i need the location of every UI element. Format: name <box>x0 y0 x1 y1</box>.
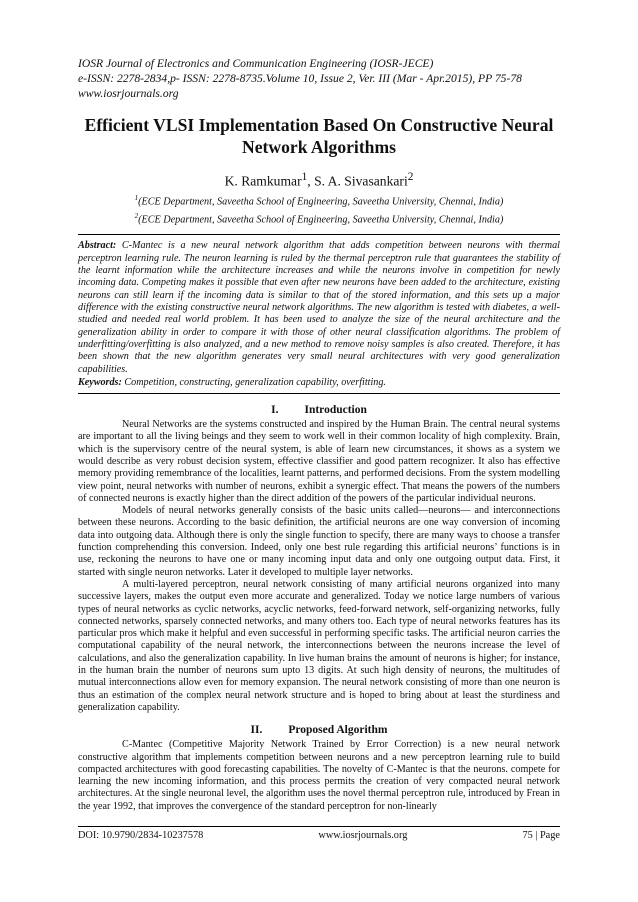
section-1-number: I. <box>271 404 279 417</box>
affiliation-2-text: (ECE Department, Saveetha School of Engineering, Saveetha University, Chennai, India) <box>138 214 504 226</box>
section-2-heading <box>78 723 560 737</box>
abstract <box>78 240 560 376</box>
author-2: S. A. Sivasankari <box>314 173 408 189</box>
journal-name: IOSR Journal of Electronics and Communication Engineering (IOSR-JECE) <box>78 57 434 70</box>
paper-title: Efficient VLSI Implementation Based On Constructive Neural Network Algorithms <box>84 115 554 157</box>
affiliation-1 <box>78 191 560 209</box>
author-2-sup: 2 <box>407 171 414 183</box>
keywords <box>78 376 560 389</box>
journal-website: www.iosrjournals.org <box>78 87 179 100</box>
doi: DOI: 10.9790/2834-10237578 <box>78 830 204 841</box>
journal-header <box>78 56 560 101</box>
page-footer <box>78 826 560 841</box>
issn-line: e-ISSN: 2278-2834,p- ISSN: 2278-8735.Volume 10, Issue 2, Ver. III (Mar - Apr.2015), PP 75-78 <box>78 72 522 85</box>
paragraph: C-Mantec (Competitive Majority Network Trained by Error Correction) is a new neural network constructive algorithm that implements competition between neurons and a new perceptron learning rule to build compacted architectures with good forecasting capabilities. The novelty of C-Mantec is that the neurons. compete for learning the new incoming information, and this process permits the creation of very compacted neural network architectures. At the single neuronal level, the algorithm uses the novel thermal perceptron rule, introduced by Frean in the year 1992, that improves the convergence of the standard perceptron for non-linearly <box>78 739 560 812</box>
author-1-sup: 1 <box>301 171 308 183</box>
affiliation-2-sup: 2 <box>134 211 139 220</box>
author-separator: , <box>307 173 315 189</box>
paper-page <box>78 56 560 813</box>
author-1: K. Ramkumar <box>224 173 302 189</box>
page-number: 75 | Page <box>522 830 560 841</box>
paragraph: Models of neural networks generally consists of the basic units called—neurons— and interconnections between these neurons. According to the basic definition, the artificial neurons are one way conversion of incoming data into outgoing data. Although there is only the single function to specify, there are many ways to choose a transfer function comprehending this conversion. Indeed, only one best rule regarding this artificial neurons’ functions is in use, reckoning the neurons to have one or many incoming input data and only one outgoing output data. First, it started with single neuron networks. Later it developed to multiple layer networks. <box>78 505 560 578</box>
abstract-box <box>78 234 560 394</box>
paragraph: A multi-layered perceptron, neural network consisting of many artificial neurons organized into many successive layers, makes the output even more accurate and generalized. Today we notice large numbers of various types of neural networks as cyclic networks, acyclic networks, feed-forward network, self-organizing networks, fully connected networks, sparsely connected networks, and many others too. Each type of neural networks features has its particular pros which make it helpful and even successful in performing specific tasks. The artificial neuron carries the computational capability of the neural network, the interconnections between the neurons increase the level of calculations, and also the generalization capability. In live human brains the amount of neurons is higher; for instance, in the human brain the number of neurons sum upto 13 digits. At such high density of neurons, the multitudes of mutual interconnections allow even for memory expansion. The neural network consisting of more than one neuron is thus an estimation of the complex neural network structure and is hoped to bring about at least the sturdiness and generalization capability. <box>78 578 560 713</box>
keywords-text: Competition, constructing, generalization capability, overfitting. <box>121 377 386 389</box>
section-2-number: II. <box>250 724 263 737</box>
affiliation-2 <box>78 209 560 227</box>
affiliation-1-sup: 1 <box>134 193 139 202</box>
affiliation-1-text: (ECE Department, Saveetha School of Engineering, Saveetha University, Chennai, India) <box>138 195 504 207</box>
abstract-text: C-Mantec is a new neural network algorithm that adds competition between neurons with thermal perceptron learning rule. The neuron learning is ruled by the thermal perceptron rule that guarantees the stability of the learnt information while the architecture increases and while the neurons involve in competition for newly incoming data. Competing makes it possible that even after new neurons have been added to the architecture, existing neurons can still learn if the incoming data is similar to that of the stored information, and this sets up a major difference with the existing constructive neural network algorithms. The new algorithm is tested with diabetes, a well-studied and needed real world problem. It has been used to analyze the size of the neural architecture and the generalization ability in order to compare it with those of other neural classification algorithms. The problem of underfitting/overfitting is also analyzed, and a new method to remove noisy samples is also created. Therefore, it has been shown that the new algorithm generates very small neural architectures with very good generalization capabilities. <box>78 240 560 375</box>
footer-website: www.iosrjournals.org <box>318 830 408 841</box>
keywords-label: Keywords: <box>78 377 122 389</box>
section-1-heading <box>78 403 560 417</box>
author-line <box>78 168 560 191</box>
abstract-label: Abstract: <box>78 240 117 252</box>
paragraph: Neural Networks are the systems constructed and inspired by the Human Brain. The central neural systems are important to all the living beings and they seem to work well in their common locality of high complexity. Brain, which is the supervisory centre of the neural system, is able of learn new circumstances, it shows as a system we would describe as very robust decision system, effective classifier and good pattern recognizer. It also has effective memory providing remembrance of the localities, learnt patterns, and performed decisions. From the system modelling view point, neural networks with number of neurons, exhibit a synergic effect. That means the powers of the numbers of connected neurons is exactly higher than the direct addition of the powers of the particular individual neurons. <box>78 419 560 504</box>
section-1-title: Introduction <box>304 404 367 417</box>
section-2-title: Proposed Algorithm <box>288 724 388 737</box>
